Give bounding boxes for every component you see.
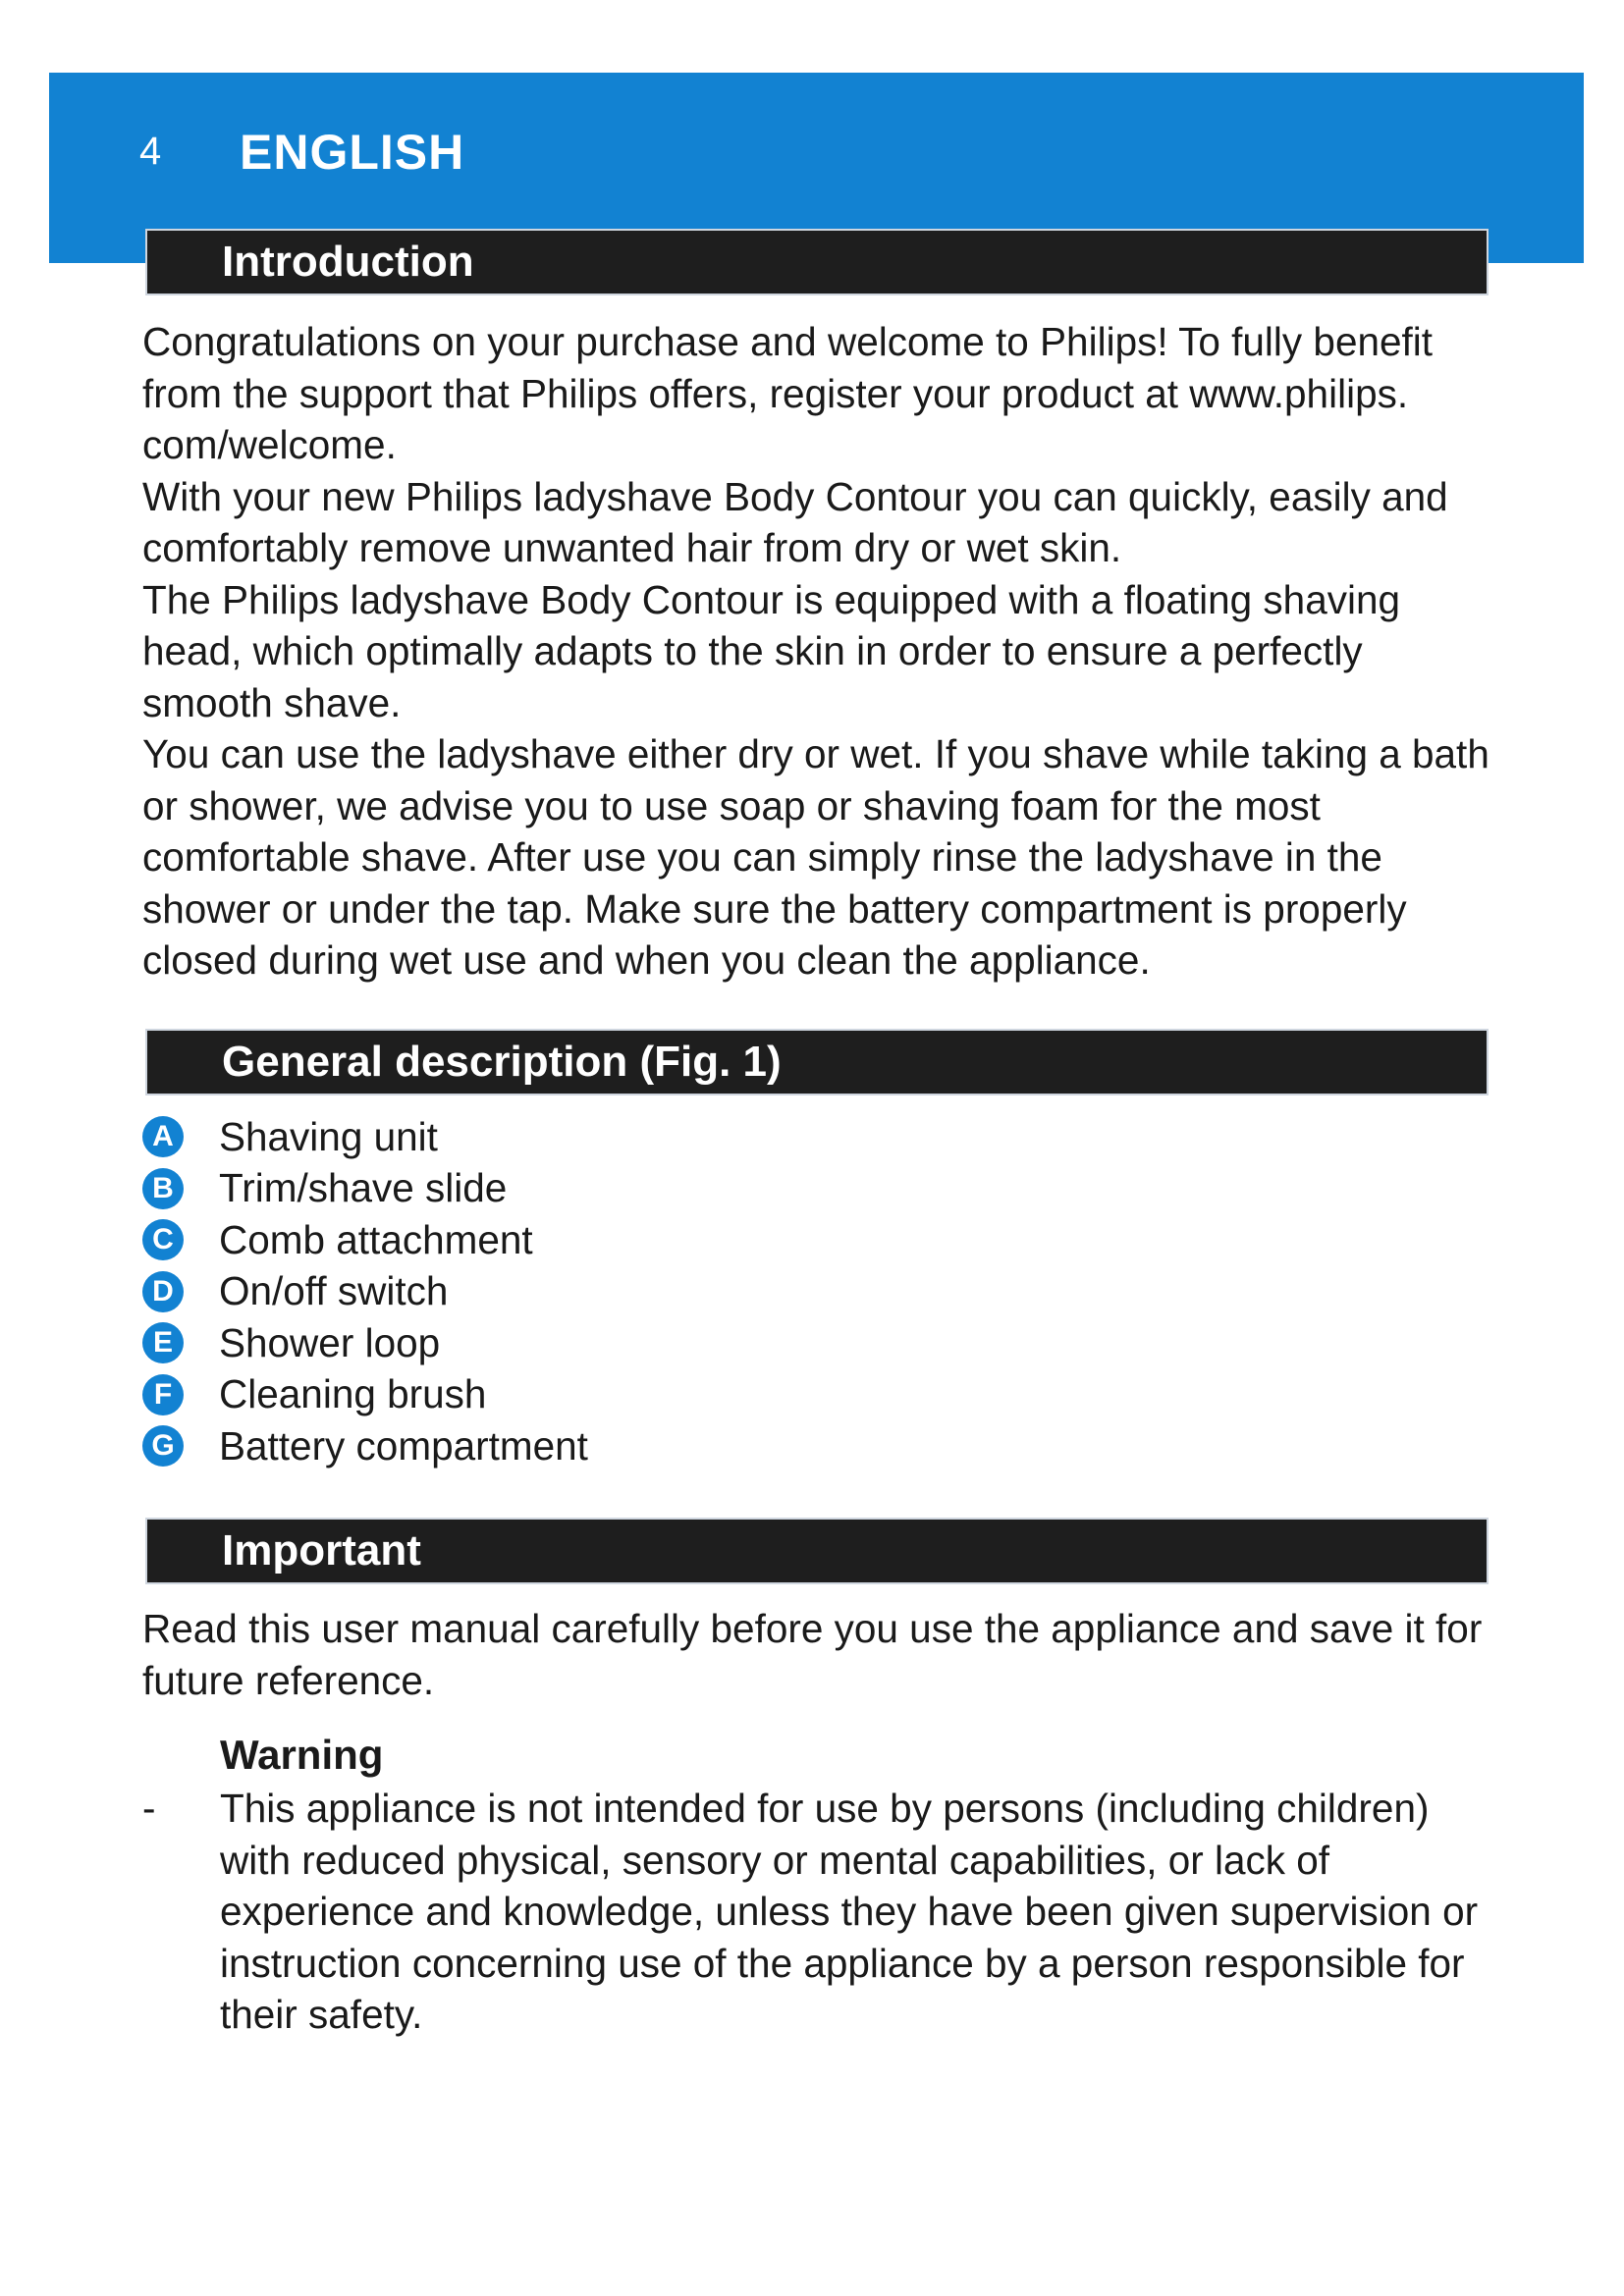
part-item [142,1163,588,1215]
intro-paragraph: With your new Philips ladyshave Body Contour you can quickly, easily and comfortably remove unwanted hair from dry or wet skin. [142,473,1448,570]
part-label: Shaving unit [219,1113,438,1159]
warning-heading: Warning [220,1732,384,1778]
parts-list [142,1111,588,1472]
part-letter-badge: B [142,1168,184,1209]
part-item [142,1214,588,1266]
part-item [142,1266,588,1318]
part-label: On/off switch [219,1268,449,1314]
part-label: Trim/shave slide [219,1165,508,1211]
section-title-introduction: Introduction [222,238,474,286]
part-item [142,1111,588,1163]
section-title-important: Important [222,1526,421,1575]
page-number: 4 [139,130,162,173]
part-item [142,1369,588,1421]
part-item [142,1317,588,1369]
part-item [142,1420,588,1472]
part-label: Cleaning brush [219,1371,487,1417]
part-letter-badge: A [142,1116,184,1157]
warning-text: This appliance is not intended for use by persons (including children) with reduced physical, sensory or mental capabilities, or lack of experience and knowledge, unless they have been given supervision or instruction concerning use of the appliance by a person responsible for their safety. [220,1786,1479,2037]
intro-paragraph: The Philips ladyshave Body Contour is equipped with a floating shaving head, which optimally adapts to the skin in order to ensure a perfectly smooth shave. [142,576,1401,725]
part-label: Comb attachment [219,1216,533,1262]
section-bar-general-description [145,1029,1489,1095]
section-title-general-description: General description (Fig. 1) [222,1038,782,1086]
intro-paragraph: Congratulations on your purchase and welcome to Philips! To fully benefit from the support that Philips offers, register your product at www.philips. com/welcome. [142,319,1434,467]
important-intro: Read this user manual carefully before you use the appliance and save it for future reference. [142,1606,1483,1703]
introduction-body [142,316,1497,987]
part-letter-badge: E [142,1322,184,1363]
part-letter-badge: C [142,1219,184,1260]
section-bar-important [145,1518,1489,1584]
intro-paragraph: You can use the ladyshave either dry or wet. If you shave while taking a bath or shower, we advise you to use soap or shaving foam for the most comfortable shave. After use you can simply rinse the ladyshave in the shower or under the tap. Make sure the battery compartment is properly closed during wet use and when you clean the appliance. [142,731,1489,983]
part-letter-badge: F [142,1374,184,1415]
part-label: Battery compartment [219,1422,588,1468]
part-label: Shower loop [219,1319,441,1365]
part-letter-badge: D [142,1271,184,1312]
part-letter-badge: G [142,1425,184,1467]
warning-bullet: - [142,1786,156,1831]
language-title: ENGLISH [240,125,465,180]
section-bar-introduction [145,229,1489,295]
